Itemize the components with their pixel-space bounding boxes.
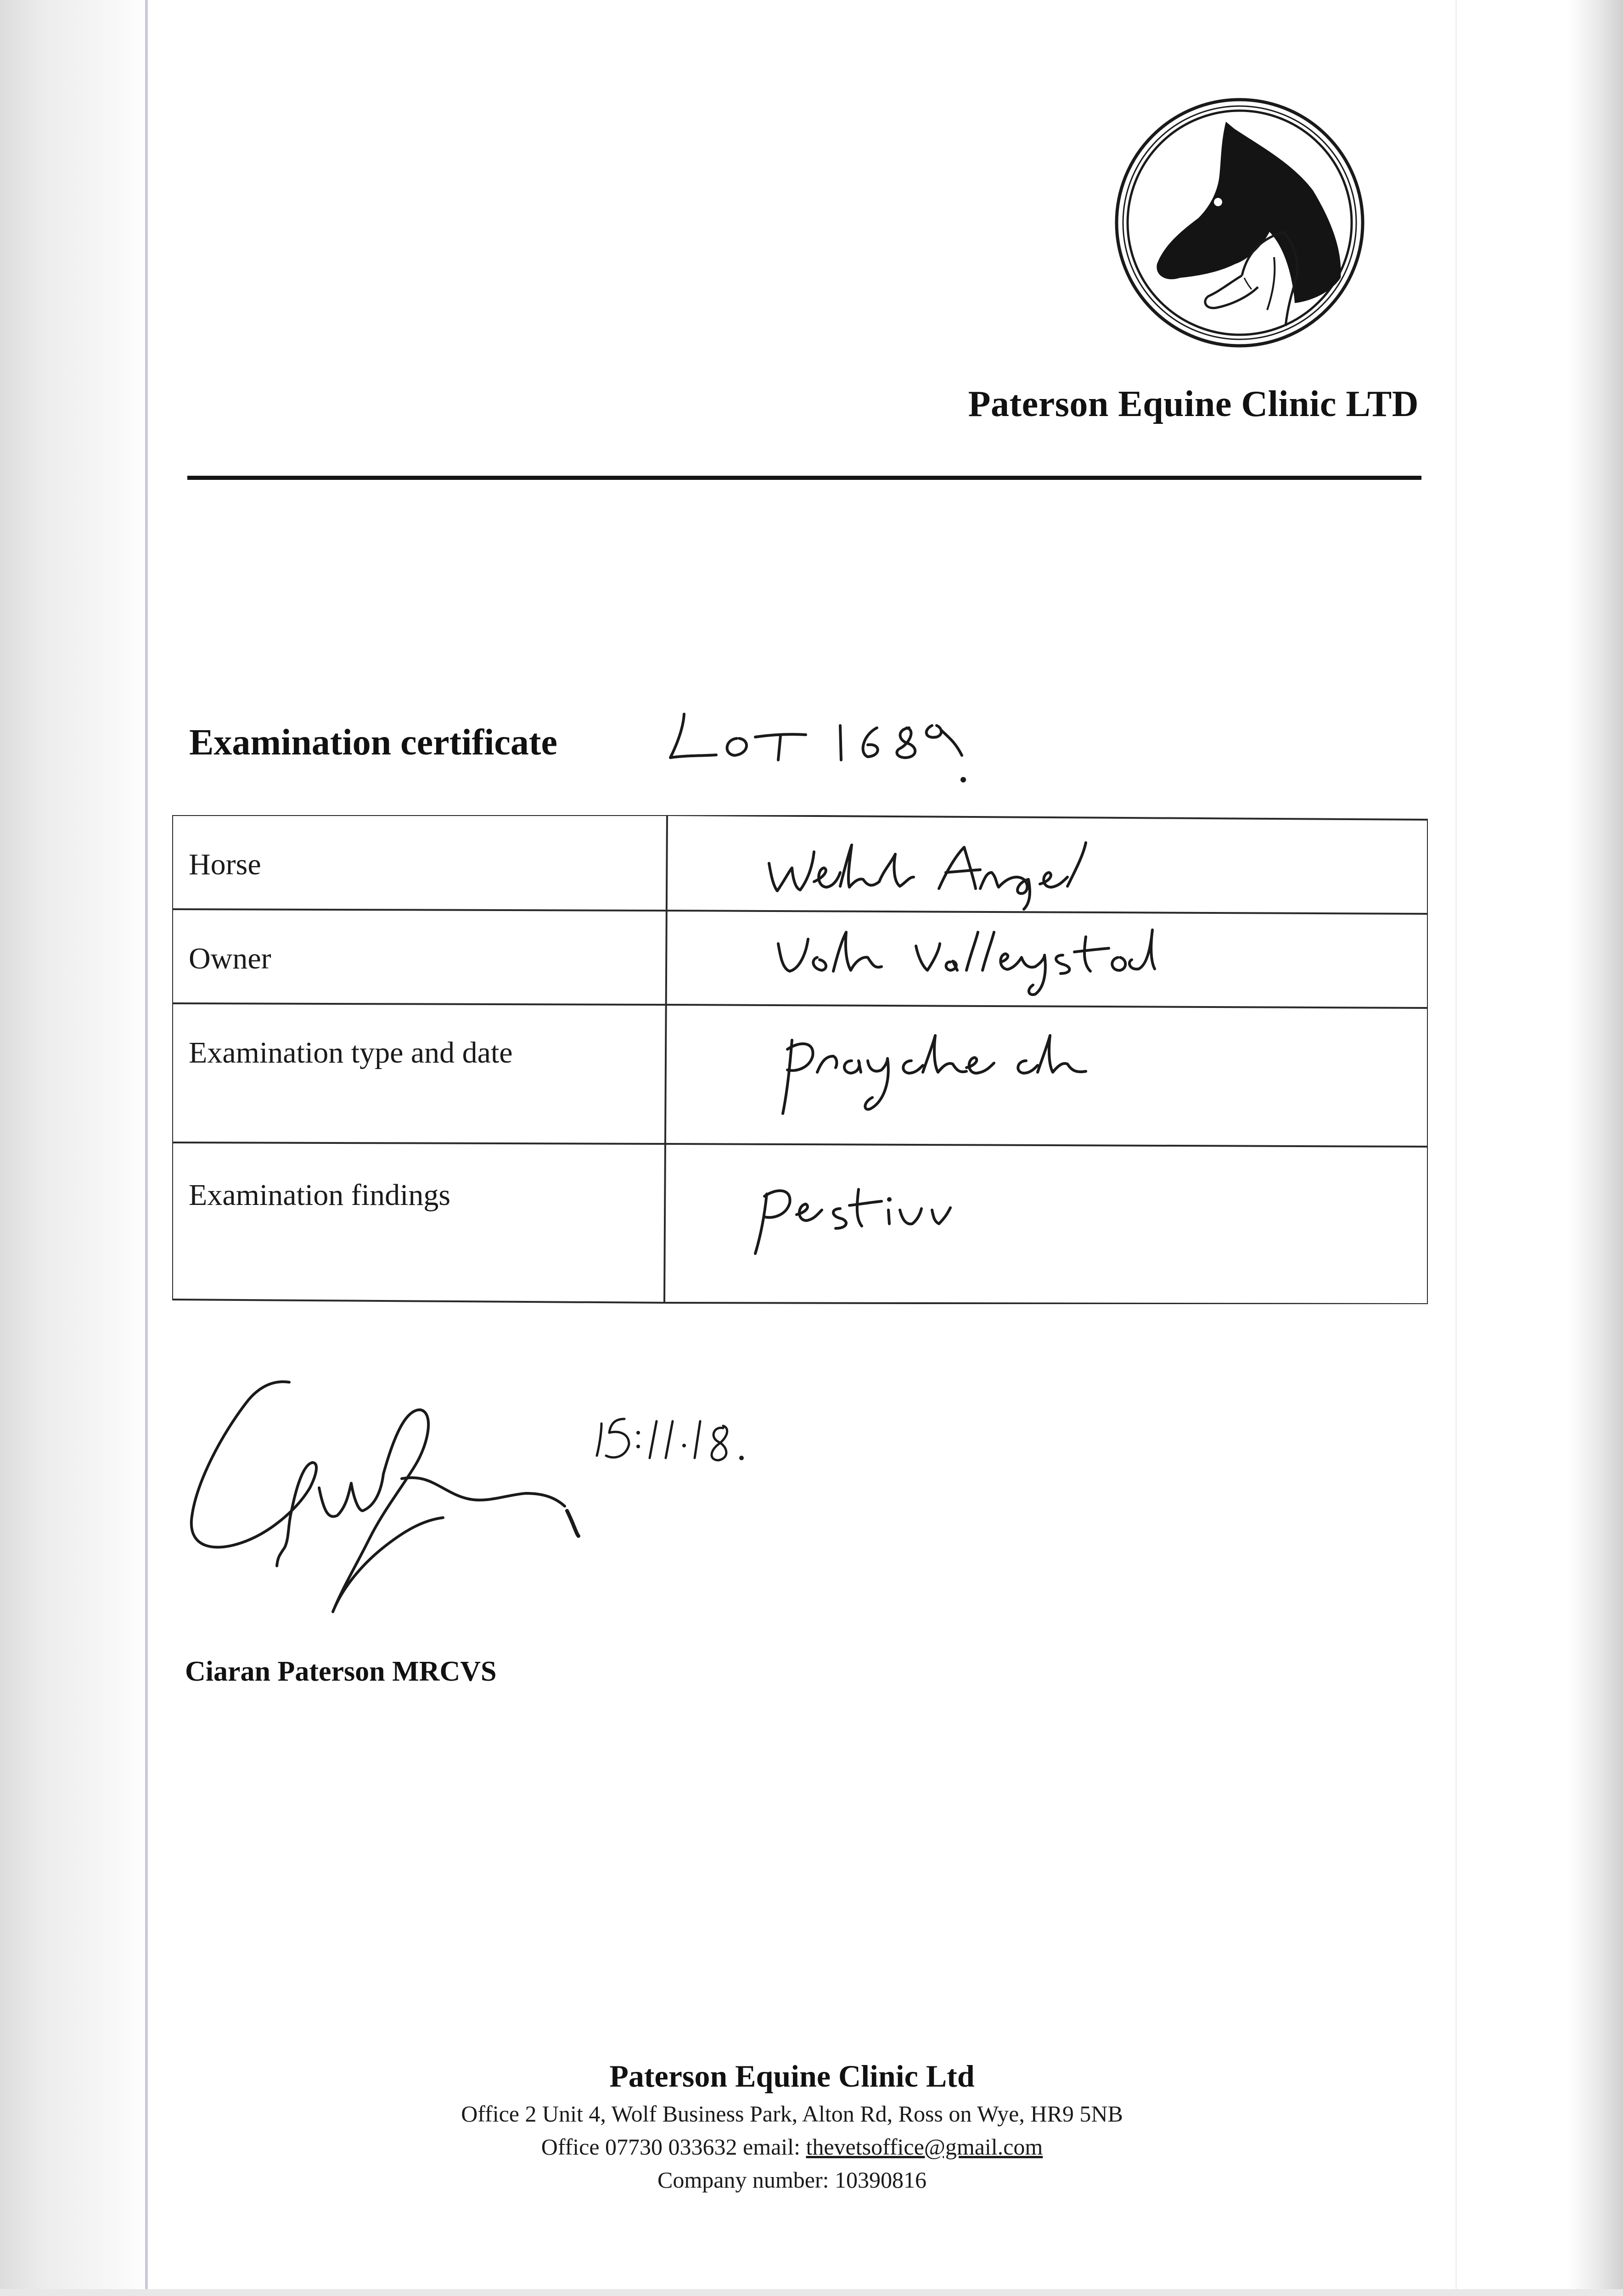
signatory-name: Ciaran Paterson MRCVS — [185, 1656, 497, 1687]
scan-shadow-left — [0, 0, 152, 2296]
handwritten-lot-number — [661, 703, 983, 790]
footer — [0, 2055, 1584, 2196]
row-label-owner: Owner — [189, 942, 271, 975]
header-divider — [187, 476, 1421, 480]
company-title: Paterson Equine Clinic LTD — [968, 384, 1419, 424]
scan-bottom-strip — [0, 2289, 1623, 2296]
handwritten-exam-type — [769, 1022, 1228, 1132]
row-label-horse: Horse — [189, 848, 261, 881]
vet-signature — [186, 1373, 820, 1644]
footer-contact — [0, 2130, 1584, 2163]
row-label-exam-type-date: Examination type and date — [189, 1036, 513, 1069]
footer-email-link[interactable]: thevetsoffice@gmail.com — [806, 2134, 1043, 2160]
footer-phone: Office 07730 033632 email: — [541, 2134, 806, 2160]
scan-edge-right — [1455, 0, 1457, 2296]
handwritten-owner-name — [769, 912, 1274, 1003]
handwritten-exam-findings — [741, 1166, 1155, 1272]
handwritten-signature-date — [597, 1419, 744, 1460]
page-fold-line — [145, 0, 148, 2296]
footer-company-number: Company number: 10390816 — [657, 2167, 927, 2193]
certificate-title: Examination certificate — [189, 722, 557, 763]
row-label-exam-findings: Examination findings — [189, 1178, 451, 1212]
certificate-table — [172, 815, 1428, 1304]
scan-shadow-right — [1568, 0, 1623, 2296]
handwritten-horse-name — [760, 836, 1219, 914]
footer-company-name: Paterson Equine Clinic Ltd — [609, 2059, 975, 2093]
footer-address: Office 2 Unit 4, Wolf Business Park, Alton Rd, Ross on Wye, HR9 5NB — [461, 2101, 1123, 2127]
horse-head-logo-icon — [1111, 94, 1368, 351]
